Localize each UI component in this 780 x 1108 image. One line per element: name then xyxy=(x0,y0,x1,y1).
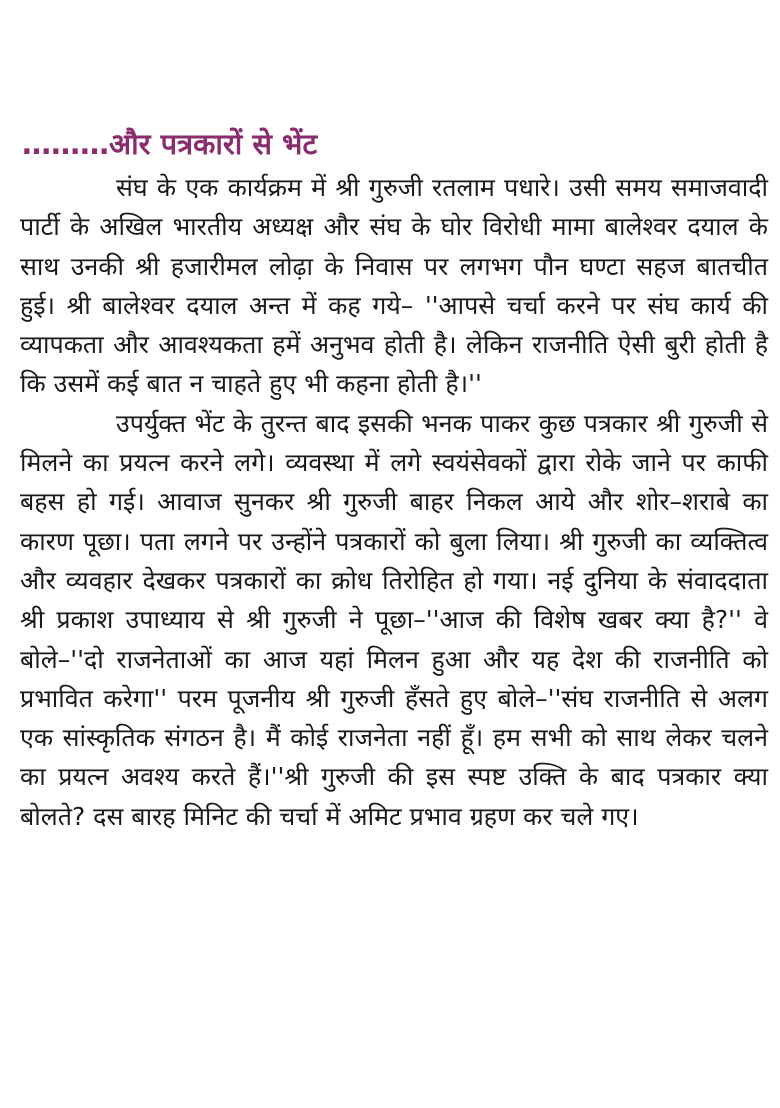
body-text xyxy=(20,168,768,836)
paragraph-1: संघ के एक कार्यक्रम में श्री गुरुजी रतलाम पधारे। उसी समय समाजवादी पार्टी के अखिल भारतीय अध्यक्ष और संघ के घोर विरोधी मामा बालेश्वर दयाल के साथ उनकी श्री हजारीमल लोढ़ा के निवास पर लगभग पौन घण्टा सहज बातचीत हुई। श्री बालेश्वर दयाल अन्त में कह गये– ''आपसे चर्चा करने पर संघ कार्य की व्यापकता और आवश्यकता हमें अनुभव होती है। लेकिन राजनीति ऐसी बुरी होती है कि उसमें कई बात न चाहते हुए भी कहना होती है।'' xyxy=(20,173,768,399)
section-heading: ………और पत्रकारों से भेंट xyxy=(22,127,318,161)
paragraph-2: उपर्युक्त भेंट के तुरन्त बाद इसकी भनक पाकर कुछ पत्रकार श्री गुरुजी से मिलने का प्रयत्न करने लगे। व्यवस्था में लगे स्वयंसेवकों द्वारा रोके जाने पर काफी बहस हो गई। आवाज सुनकर श्री गुरुजी बाहर निकल आये और शोर–शराबे का कारण पूछा। पता लगने पर उन्होंने पत्रकारों को बुला लिया। श्री गुरुजी का व्यक्तित्व और व्यवहार देखकर पत्रकारों का क्रोध तिरोहित हो गया। नई दुनिया के संवाददाता श्री प्रकाश उपाध्याय से श्री गुरुजी ने पूछा–''आज की विशेष खबर क्या है?'' वे बोले–''दो राजनेताओं का आज यहां मिलन हुआ और यह देश की राजनीति को प्रभावित करेगा'' परम पूजनीय श्री गुरुजी हँसते हुए बोले–''संघ राजनीति से अलग एक सांस्कृतिक संगठन है। मैं कोई राजनेता नहीं हूँ। हम सभी को साथ लेकर चलने का प्रयत्न अवश्य करते हैं।''श्री गुरुजी की इस स्पष्ट उक्ति के बाद पत्रकार क्या बोलते? दस बारह मिनिट की चर्चा में अमिट प्रभाव ग्रहण कर चले गए। xyxy=(20,408,768,831)
